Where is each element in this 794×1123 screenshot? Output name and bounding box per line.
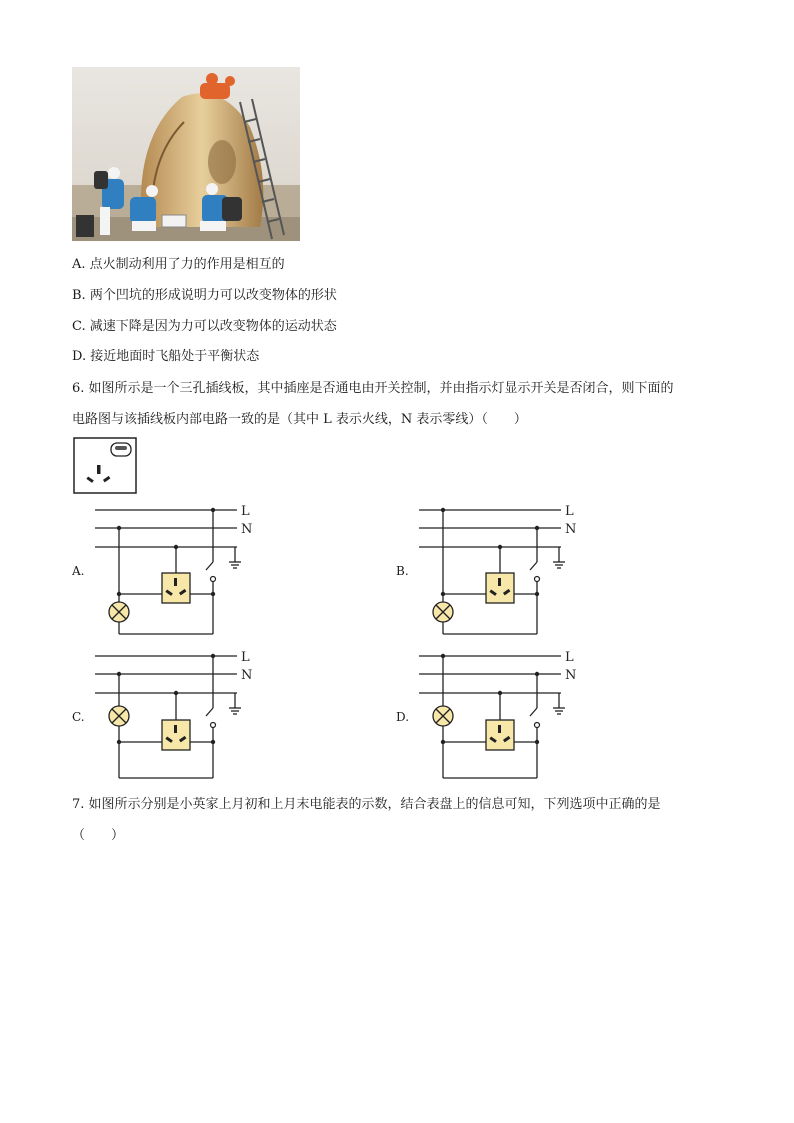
q6-option-d-label: D.: [396, 710, 410, 724]
q7-stem-line1: 7. 如图所示分别是小英家上月初和上月末电能表的示数，结合表盘上的信息可知，下列选项中正确的是: [72, 797, 661, 812]
q6-stem-line2: 电路图与该插线板内部电路一致的是（其中 L 表示火线，N 表示零线）（ ）: [72, 412, 527, 427]
circuit-diagram-b: [416, 502, 586, 632]
capsule-photo: [72, 67, 300, 241]
wire-n-label: N: [241, 522, 253, 537]
circuit-diagram-a: [92, 502, 262, 632]
option-key: B.: [72, 288, 86, 303]
q5-option-a: [72, 255, 285, 275]
option-key: D.: [72, 349, 87, 364]
option-text: 减速下降是因为力可以改变物体的运动状态: [89, 319, 337, 334]
wire-l-label: L: [241, 504, 250, 519]
option-text: 点火制动利用了力的作用是相互的: [89, 257, 285, 272]
wire-n-label: N: [241, 668, 253, 683]
wire-l-label: L: [241, 650, 250, 665]
wire-n-label: N: [565, 522, 577, 537]
q5-option-d: [72, 347, 259, 367]
wire-l-label: L: [565, 650, 574, 665]
q6-option-b-label: B.: [396, 564, 409, 578]
option-key: C.: [72, 319, 86, 334]
q6-stem-line1: 6. 如图所示是一个三孔插线板，其中插座是否通电由开关控制，并由指示灯显示开关是否闭合，则下面的: [72, 381, 674, 396]
q6-option-a-label: A.: [72, 564, 85, 578]
wire-l-label: L: [565, 504, 574, 519]
circuit-diagram-d: [416, 648, 586, 778]
q7-stem-line2: （ ）: [72, 828, 125, 843]
option-key: A.: [72, 257, 86, 272]
q5-option-c: [72, 317, 337, 337]
option-text: 接近地面时飞船处于平衡状态: [90, 349, 260, 364]
wire-n-label: N: [565, 668, 577, 683]
q6-option-c-label: C.: [72, 710, 85, 724]
three-hole-socket-figure: [73, 437, 137, 494]
circuit-diagram-c: [92, 648, 262, 778]
q5-option-b: [72, 286, 337, 306]
option-text: 两个凹坑的形成说明力可以改变物体的形状: [89, 288, 337, 303]
